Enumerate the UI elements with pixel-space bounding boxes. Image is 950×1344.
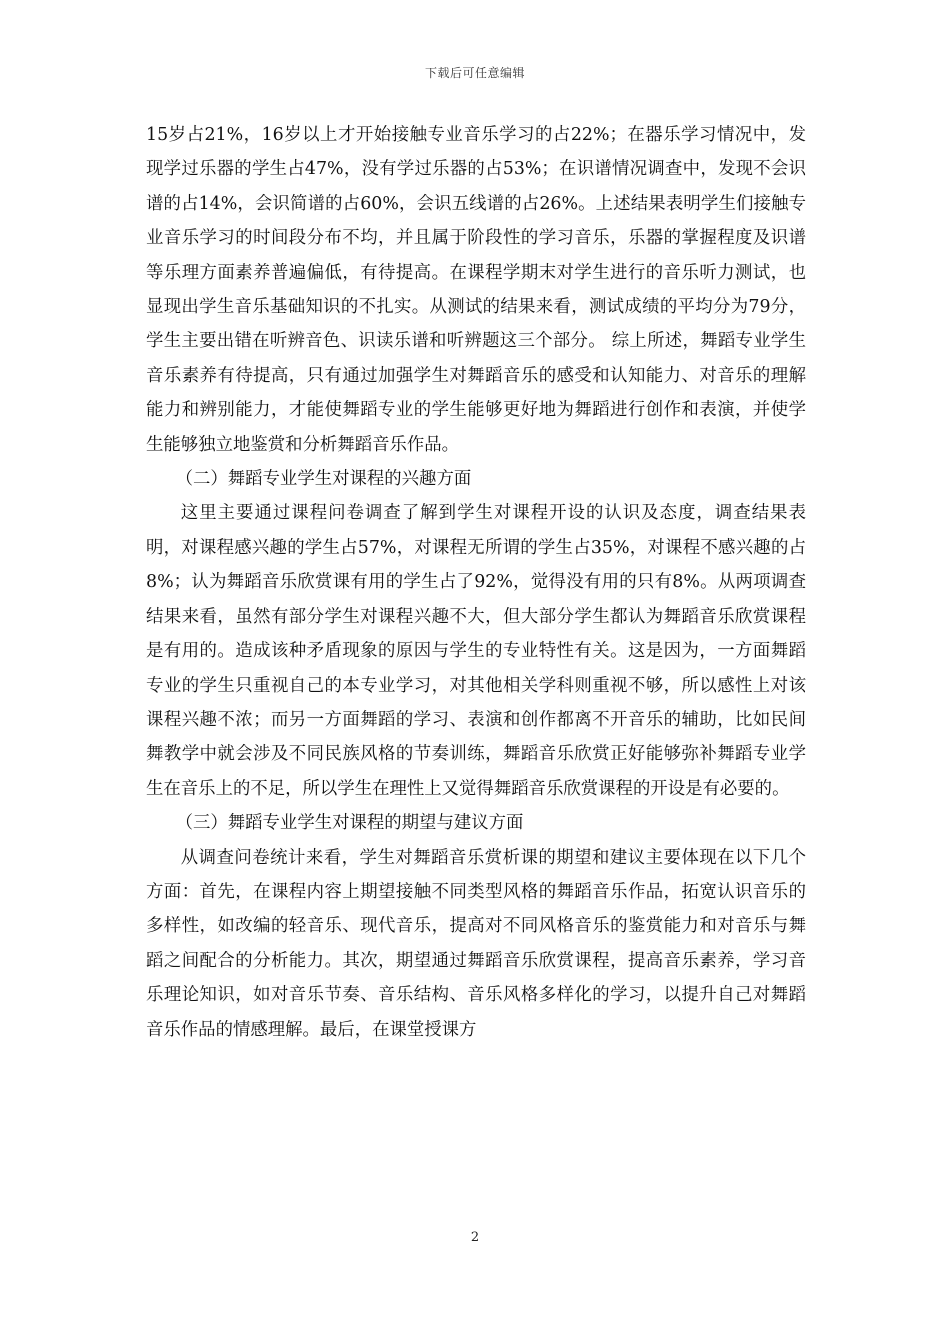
paragraph-expectations: 从调查问卷统计来看，学生对舞蹈音乐赏析课的期望和建议主要体现在以下几个方面：首先，在课程内容上期望接触不同类型风格的舞蹈音乐作品，拓宽认识音乐的多样性，如改编的轻音乐、现代音乐，提高对不同风格音乐的鉴赏能力和对音乐与舞蹈之间配合的分析能力。其次，期望通过舞蹈音乐欣赏课程，提高音乐素养，学习音乐理论知识，如对音乐节奏、音乐结构、音乐风格多样化的学习，以提升自己对舞蹈音乐作品的情感理解。最后，在课堂授课方 xyxy=(146,847,806,1040)
page-number: 2 xyxy=(470,1230,480,1245)
paragraph-survey-results: 15岁占21%，16岁以上才开始接触专业音乐学习的占22%；在器乐学习情况中，发现学过乐器的学生占47%，没有学过乐器的占53%；在识谱情况调查中，发现不会识谱的占14%，会识简谱的占60%，会识五线谱的占26%。上述结果表明学生们接触专业音乐学习的时间段分布不均，并且属于阶段性的学习音乐，乐器的掌握程度及识谱等乐理方面素养普遍偏低，有待提高。在课程学期末对学生进行的音乐听力测试，也显现出学生音乐基础知识的不扎实。从测试的结果来看，测试成绩的平均分为79分，学生主要出错在听辨音色、识读乐谱和听辨题这三个部分。 综上所述，舞蹈专业学生音乐素养有待提高，只有通过加强学生对舞蹈音乐的感受和认知能力、对音乐的理解能力和辨别能力，才能使舞蹈专业的学生能够更好地为舞蹈进行创作和表演，并使学生能够独立地鉴赏和分析舞蹈音乐作品。 xyxy=(146,125,806,455)
page-header: 下载后可任意编辑 xyxy=(424,66,525,80)
section-heading-interest: （二）舞蹈专业学生对课程的兴趣方面 xyxy=(175,469,472,490)
section-heading-expectations: （三）舞蹈专业学生对课程的期望与建议方面 xyxy=(175,813,524,834)
paragraph-course-interest: 这里主要通过课程问卷调查了解到学生对课程开设的认识及态度，调查结果表明，对课程感兴趣的学生占57%，对课程无所谓的学生占35%，对课程不感兴趣的占8%；认为舞蹈音乐欣赏课有用的学生占了92%，觉得没有用的只有8%。从两项调查结果来看，虽然有部分学生对课程兴趣不大，但大部分学生都认为舞蹈音乐欣赏课程是有用的。造成该种矛盾现象的原因与学生的专业特性有关。这是因为，一方面舞蹈专业的学生只重视自己的本专业学习，对其他相关学科则重视不够，所以感性上对该课程兴趣不浓；而另一方面舞蹈的学习、表演和创作都离不开音乐的辅助，比如民间舞教学中就会涉及不同民族风格的节奏训练，舞蹈音乐欣赏正好能够弥补舞蹈专业学生在音乐上的不足，所以学生在理性上又觉得舞蹈音乐欣赏课程的开设是有必要的。 xyxy=(146,503,806,799)
document-body xyxy=(146,118,806,1047)
